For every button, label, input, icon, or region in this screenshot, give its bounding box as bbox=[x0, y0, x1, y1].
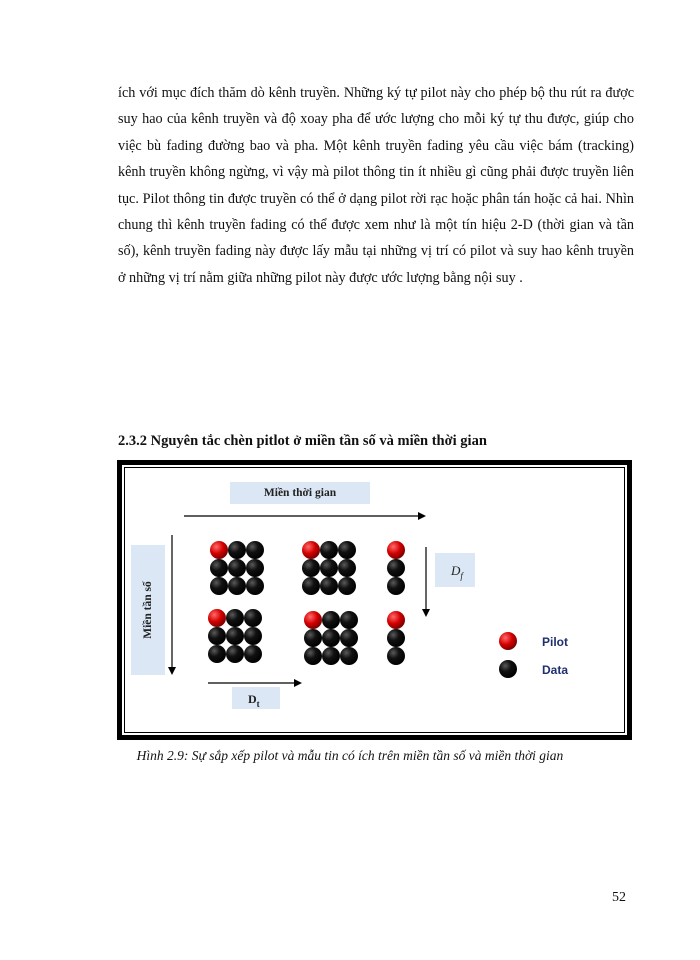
data-symbol bbox=[320, 577, 338, 595]
data-symbol bbox=[338, 541, 356, 559]
legend-data-label: Data bbox=[542, 663, 569, 677]
pilot-symbol bbox=[387, 541, 405, 559]
pilot-symbol bbox=[210, 541, 228, 559]
data-symbol bbox=[226, 645, 244, 663]
time-axis-label: Miền thời gian bbox=[230, 482, 370, 504]
df-label-box bbox=[435, 553, 475, 587]
pilot-diagram bbox=[122, 465, 627, 735]
data-symbol bbox=[340, 647, 358, 665]
figure-frame bbox=[117, 460, 632, 740]
data-symbol bbox=[387, 559, 405, 577]
data-symbol bbox=[340, 611, 358, 629]
data-symbol bbox=[228, 577, 246, 595]
data-symbol bbox=[338, 559, 356, 577]
data-symbol bbox=[302, 577, 320, 595]
data-symbol bbox=[228, 559, 246, 577]
figure-caption: Hình 2.9: Sự sắp xếp pilot và mẫu tin có ích trên miền tần số và miền thời gian bbox=[136, 748, 564, 763]
data-symbol bbox=[338, 577, 356, 595]
legend-data-marker bbox=[499, 660, 517, 678]
dt-label-box bbox=[232, 687, 280, 709]
data-symbol bbox=[208, 645, 226, 663]
data-symbol bbox=[244, 609, 262, 627]
data-symbol bbox=[322, 647, 340, 665]
data-symbol bbox=[244, 645, 262, 663]
pilot-symbol bbox=[304, 611, 322, 629]
section-heading: 2.3.2 Nguyên tắc chèn pitlot ở miền tần số và miền thời gian bbox=[118, 433, 487, 449]
data-symbol bbox=[322, 629, 340, 647]
body-paragraph: ích với mục đích thăm dò kênh truyền. Những ký tự pilot này cho phép bộ thu rút ra được suy hao của kênh truyền và độ xoay pha để ước lượng cho mỗi ký tự thu được, giúp cho việc bù fading đường bao và pha. Một kênh truyền fading yêu cầu việc bám (tracking) kênh truyền không ngừng, vì vậy mà pilot thông tin ít nhiều gì cũng phải được truyền liên tục. Pilot thông tin được truyền có thể ở dạng pilot rời rạc hoặc phân tán hoặc cả hai. Nhìn chung thì kênh truyền fading có thể được xem như là một tín hiệu 2-D (thời gian và tần số), kênh truyền fading này được lấy mẫu tại những vị trí có pilot và suy hao kênh truyền ở những vị trí nằm giữa những pilot này được ước lượng bằng nội suy . bbox=[118, 85, 634, 286]
data-symbol bbox=[387, 629, 405, 647]
data-symbol bbox=[226, 609, 244, 627]
data-symbol bbox=[244, 627, 262, 645]
data-symbol bbox=[322, 611, 340, 629]
page-number: 52 bbox=[612, 890, 626, 905]
data-symbol bbox=[320, 559, 338, 577]
data-symbol bbox=[304, 629, 322, 647]
legend-pilot-label: Pilot bbox=[542, 635, 568, 649]
data-symbol bbox=[340, 629, 358, 647]
data-symbol bbox=[304, 647, 322, 665]
pilot-symbol bbox=[387, 611, 405, 629]
pilot-symbol bbox=[302, 541, 320, 559]
data-symbol bbox=[246, 559, 264, 577]
df-label: $D_f$ bbox=[451, 563, 463, 581]
data-symbol bbox=[228, 541, 246, 559]
data-symbol bbox=[208, 627, 226, 645]
data-symbol bbox=[210, 559, 228, 577]
dt-label: $D_t$ bbox=[248, 692, 260, 709]
symbol-grid bbox=[208, 541, 405, 665]
legend bbox=[499, 632, 568, 678]
data-symbol bbox=[246, 577, 264, 595]
pilot-symbol bbox=[208, 609, 226, 627]
legend-pilot-marker bbox=[499, 632, 517, 650]
data-symbol bbox=[320, 541, 338, 559]
data-symbol bbox=[210, 577, 228, 595]
freq-axis-label-text: Miền tần số bbox=[142, 581, 154, 639]
data-symbol bbox=[246, 541, 264, 559]
data-symbol bbox=[302, 559, 320, 577]
data-symbol bbox=[226, 627, 244, 645]
data-symbol bbox=[387, 577, 405, 595]
data-symbol bbox=[387, 647, 405, 665]
